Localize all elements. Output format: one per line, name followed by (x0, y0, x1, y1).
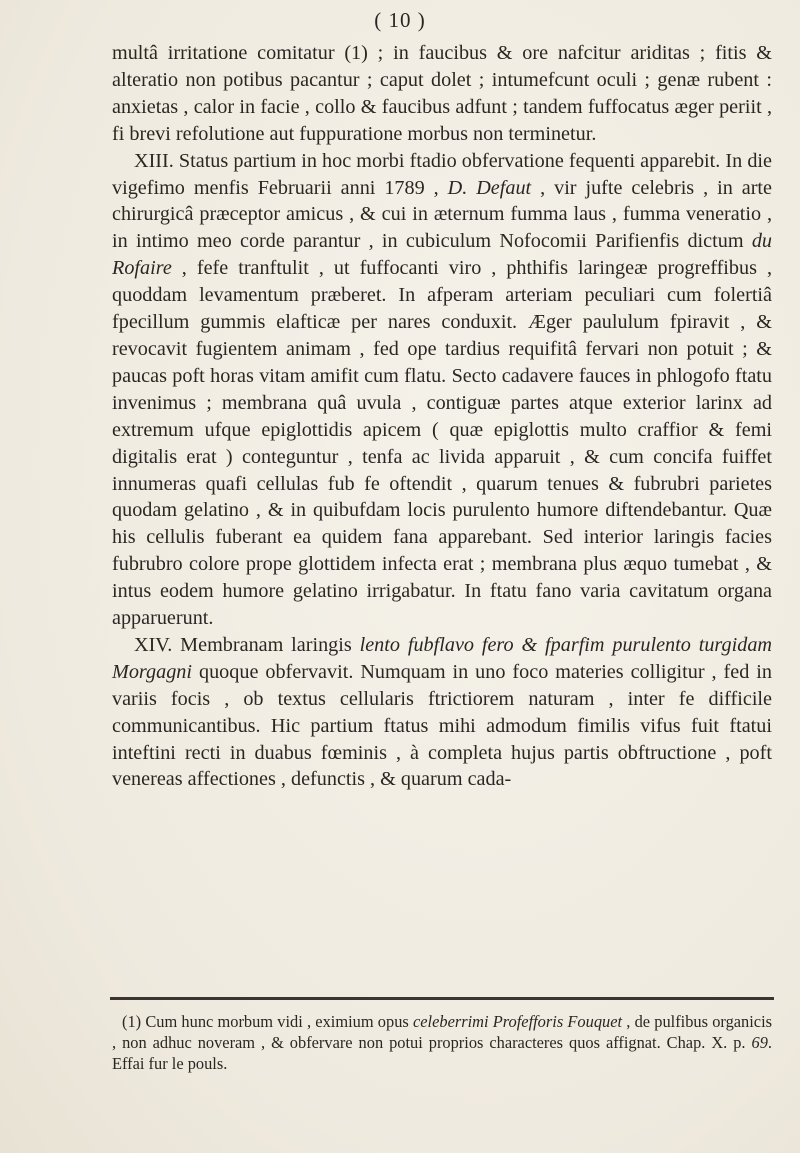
text-span: , de pulfibus organicis , non adhuc noveram , & obfervare non potui proprios characteres quos affignat. Chap. X. p. (112, 1012, 773, 1052)
page-number: ( 10 ) (374, 8, 426, 32)
italic-span: lento fubflavo fero & fparfim purulento turgidam Morgagni (112, 633, 772, 683)
text-span: multâ irritatione comitatur (1) ; in faucibus & ore nafcitur ariditas ; fitis & alteratio non potibus pacantur ; caput dolet ; intumefcunt oculi ; genæ rubent : anxietas , calor in facie , collo & faucibus adfunt ; tandem fuffocatus æger periit , fi brevi refolutione aut fuppuratione morbus non terminetur. (112, 42, 772, 145)
text-span: , vir jufte celebris , in arte chirurgicâ præceptor amicus , & cui in æternum fumma laus , fumma veneratio , in intimo meo corde parantur , in cubiculum Nofocomii Parifienfis dictum (112, 176, 772, 253)
paragraph-continuation (112, 40, 772, 148)
text-span: XIII. Status partium in hoc morbi ftadio obfervatione fequenti apparebit. In die vigefimo menfis Februarii anni 1789 , (112, 149, 772, 199)
text-span: . Effai fur le pouls. (112, 1033, 772, 1073)
paragraph-section-xiii (112, 148, 772, 632)
footnote-divider (110, 997, 774, 1000)
text-span: , fefe tranftulit , ut fuffocanti viro , phthifis laringeæ progreffibus , quoddam levamentum præberet. In afperam arteriam peculiari cum folertiâ fpecillum gummis elafticæ per nares conduxit. Æger paululum fpiravit , & revocavit fugientem animam , fed ope tardius requifitâ fervari non potuit ; & paucas poft horas vitam amifit cum flatu. Secto cadavere fauces in phlogofo ftatu invenimus ; membrana quâ uvula , contiguæ partes atque exterior larinx ad extremum ufque epiglottidis apicem ( quæ epiglottis multo craffior & femi digitalis erat ) conteguntur , tenfa ac livida apparuit , & cum concifa fuiffet innumeras quafi cellulas fub fe oftendit , quarum tenues & fubrubri parietes quodam gelatino , & in quibufdam locis purulento humore diftendebantur. Quæ his cellulis fuberant ea quidem fana apparebant. Sed interior laringis facies fubrubro colore prope glottidem infecta erat ; membrana plus æquo tumebat , & intus eodem humore gelatino irrigabatur. In ftatu fano varia cavitatum organa apparuerunt. (112, 257, 772, 630)
paragraph-section-xiv (112, 632, 772, 793)
italic-span: du Rofaire (112, 230, 772, 280)
text-span: quoque obfervavit. Numquam in uno foco materies colligitur , fed in variis focis , ob textus cellularis ftrictiorem naturam , inter fe difficile communicantibus. Hic partium ftatus mihi admodum fimilis vifus fuit ftatui inteftini recti in duabus fœminis , à completa hujus partis obftructione , poft venereas affectiones , defunctis , & quarum cada- (112, 660, 772, 791)
footnote (112, 1011, 772, 1074)
text-span: (1) Cum hunc morbum vidi , eximium opus (122, 1012, 413, 1031)
footnote-text (112, 1011, 772, 1074)
italic-span: 69 (751, 1033, 768, 1052)
italic-span: D. Defaut (447, 176, 532, 199)
italic-span: celeberrimi Profefforis Fouquet (413, 1012, 623, 1031)
main-text (112, 40, 772, 793)
text-span: XIV. Membranam laringis (134, 633, 360, 656)
